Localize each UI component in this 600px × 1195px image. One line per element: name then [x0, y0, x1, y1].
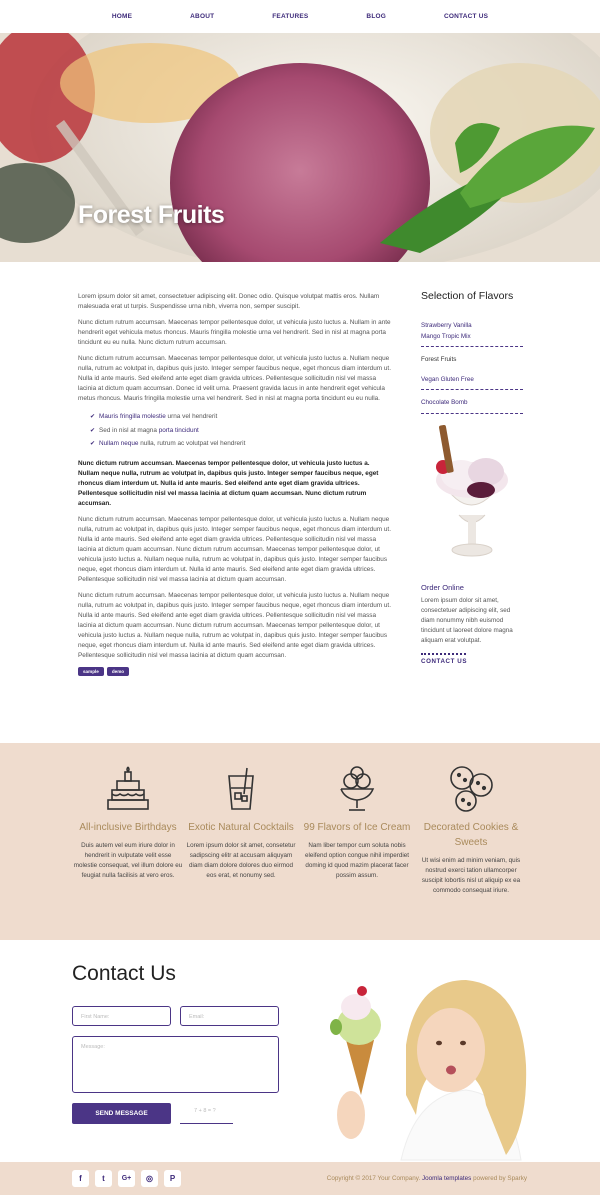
check-list-item: ✔ Sed in nisl at magna porta tincidunt	[90, 424, 392, 438]
first-name-field[interactable]: First Name:	[72, 1006, 171, 1026]
feature-text: Lorem ipsum dolor sit amet, consetetur sadipscing elitr at accusam aliquyam diam diam dolore dolores duo eirmod eos erat, et nonumy sed.	[186, 842, 296, 879]
check-list-item: ✔ Nullam neque nulla, rutrum ac volutpat vel hendrerit	[90, 437, 392, 451]
joomla-templates-link[interactable]: Joomla templates	[421, 1175, 472, 1182]
cookies-icon	[416, 763, 526, 815]
flavor-link-forest-fruits[interactable]: Forest Fruits	[421, 356, 457, 363]
check-list-item: ✔ Mauris fringilla molestie urna vel hendrerit	[90, 410, 392, 424]
tag-demo[interactable]: demo	[107, 667, 129, 676]
flavor-link-strawberry-mango[interactable]: Strawberry Vanilla Mango Tropic Mix	[421, 319, 523, 347]
twitter-icon[interactable]: t	[95, 1170, 112, 1187]
check-list-link[interactable]: Mauris fringilla molestie	[99, 413, 166, 420]
captcha-field[interactable]: 7 + 8 = ?	[180, 1104, 233, 1124]
sidebar-title: Selection of Flavors	[421, 290, 514, 302]
features-section	[0, 743, 600, 940]
sidebar-contact-link[interactable]: CONTACT US	[421, 657, 468, 665]
email-field[interactable]: Email:	[180, 1006, 279, 1026]
flavor-link-chocolate[interactable]: Chocolate Bomb	[421, 396, 523, 414]
article-paragraph: Nunc dictum rutrum accumsan. Maecenas tempor pellentesque dolor, ut vehicula justo luctus a. Nullam neque nulla, rutrum ac volutpat in, dapibus quis justo. Integer semper faucibus neque, eget rhoncus diam interdum ut. Nulla id ante mauris. Sed eleifend ante eget diam gravida ultrices. Pellentesque sollicitudin nisl vel massa lacinia at dictum quam accumsan. Donec id velit urna. Praesent gravida lacus in ante hendrerit eget vehicula metus rhoncus. Mauris fringilla molestie urna vel hendrerit. Sed in nisl at magna porta tincidunt eu eu nulla.	[78, 355, 391, 402]
nav-about[interactable]: ABOUT	[190, 13, 215, 20]
tag-sample[interactable]: sample	[78, 667, 104, 676]
article-bold-paragraph: Nunc dictum rutrum accumsan. Maecenas tempor pellentesque dolor, ut vehicula justo luctus a. Nullam neque nulla, rutrum ac volutpat in, dapibus quis justo. Integer semper faucibus neque, eget rhoncus diam interdum ut. Nulla id ante mauris. Sed eleifend ante eget diam gravida ultrices. Pellentesque sollicitudin nisl vel massa lacinia at dictum quam accumsan. Nunc dictum rutrum accumsan.	[78, 459, 379, 507]
feature-card	[416, 763, 526, 896]
feature-text: Duis autem vel eum iriure dolor in hendrerit in vulputate velit esse molestie consequat, vel illum dolore eu feugiat nulla facilisis at vero eros.	[73, 842, 183, 879]
article-paragraph: Nunc dictum rutrum accumsan. Maecenas tempor pellentesque dolor, ut vehicula justo luctus a. Nullam neque nulla, rutrum ac volutpat in, dapibus quis justo. Integer semper faucibus neque, eget rhoncus diam interdum ut. Nulla id ante mauris. Sed eleifend ante eget diam gravida ultrices. Pellentesque sollicitudin nisl vel massa lacinia at dictum quam accumsan. Nunc dictum rutrum accumsan. Maecenas tempor pellentesque dolor, ut vehicula justo luctus a. Nullam neque nulla, rutrum ac volutpat in, dapibus quis justo. Integer semper faucibus neque, eget rhoncus diam interdum ut. Nulla id ante mauris. Sed eleifend ante eget diam gravida ultrices. Pellentesque sollicitudin nisl vel massa lacinia at dictum quam accumsan.	[78, 591, 391, 659]
contact-title: Contact Us	[72, 962, 176, 985]
nav-home[interactable]: HOME	[111, 13, 133, 20]
cake-icon	[73, 763, 183, 815]
dotted-divider	[421, 653, 466, 655]
feature-card	[73, 763, 183, 881]
google-plus-icon[interactable]: G+	[118, 1170, 135, 1187]
flavor-link-vegan[interactable]: Vegan Gluten Free	[421, 373, 523, 391]
feature-title: All-inclusive Birthdays	[79, 822, 177, 833]
article	[78, 292, 392, 676]
contact-section	[72, 962, 176, 986]
pinterest-icon[interactable]: P	[164, 1170, 181, 1187]
feature-title: Exotic Natural Cocktails	[188, 822, 294, 833]
article-intro: Lorem ipsum dolor sit amet, consectetuer adipiscing elit. Donec odio. Quisque volutpat mattis eros. Nullam malesuada erat ut turpis. Suspendisse urna nibh, viverra non, semper suscipit.	[78, 293, 380, 310]
ice-cream-cup-icon	[302, 763, 412, 815]
order-online-text: Lorem ipsum dolor sit amet, consectetuer adipiscing elit, sed diam nonummy nibh euismod tincidunt ut laoreet dolore magna aliquam erat volutpat.	[421, 596, 513, 644]
article-paragraph: Nunc dictum rutrum accumsan. Maecenas tempor pellentesque dolor, ut vehicula justo luctus a. Nullam neque nulla, rutrum ac volutpat in, dapibus quis justo. Integer semper faucibus neque, eget rhoncus diam interdum ut. Nulla id ante mauris. Sed eleifend ante eget diam gravida ultrices. Pellentesque sollicitudin nisl vel massa lacinia at dictum quam accumsan. Nunc dictum rutrum accumsan. Maecenas tempor pellentesque dolor, ut vehicula justo luctus a. Nullam neque nulla, rutrum ac volutpat in, dapibus quis justo. Integer semper faucibus neque, eget rhoncus diam interdum ut. Nulla id ante mauris. Sed eleifend ante eget diam gravida ultrices. Pellentesque sollicitudin nisl vel massa lacinia at dictum quam accumsan.	[78, 515, 391, 583]
message-field[interactable]: Message:	[72, 1036, 279, 1093]
check-list	[90, 410, 392, 451]
cocktail-icon	[186, 763, 296, 815]
top-nav	[0, 0, 600, 33]
sidebar	[421, 290, 523, 665]
nav-features[interactable]: FEATURES	[272, 13, 309, 20]
sundae-image	[421, 420, 523, 575]
send-message-button[interactable]: SEND MESSAGE	[72, 1103, 171, 1124]
feature-card	[302, 763, 412, 881]
check-list-link[interactable]: porta tincidunt	[158, 426, 199, 434]
facebook-icon[interactable]: f	[72, 1170, 89, 1187]
copyright: Copyright © 2017 Your Company. Joomla templates powered by Sparky	[326, 1175, 527, 1182]
check-list-link[interactable]: Nullam neque	[99, 440, 139, 447]
feature-card	[186, 763, 296, 881]
girl-ice-cream-image	[306, 955, 528, 1162]
tag-list	[78, 667, 392, 676]
hero-title: Forest Fruits	[78, 201, 225, 229]
feature-text: Ut wisi enim ad minim veniam, quis nostrud exerci tation ullamcorper suscipit lobortis nisl ut aliquip ex ea commodo consequat iriure.	[421, 857, 521, 894]
order-online-title: Order Online	[421, 582, 464, 592]
hero-banner	[0, 33, 600, 262]
feature-title: Decorated Cookies & Sweets	[423, 822, 519, 848]
feature-title: 99 Flavors of Ice Cream	[303, 822, 411, 833]
nav-contact-us[interactable]: CONTACT US	[444, 13, 489, 20]
instagram-icon[interactable]: ◎	[141, 1170, 158, 1187]
article-paragraph: Nunc dictum rutrum accumsan. Maecenas tempor pellentesque dolor, ut vehicula justo luctus a. Nullam in ante hendrerit eget vehicula metus rhoncus. Mauris fringilla molestie urna vel hendrerit. Sed in nisl at magna porta tincidunt eu eu nulla. Nunc dictum rutrum accumsan.	[78, 319, 391, 346]
nav-blog[interactable]: BLOG	[366, 13, 386, 20]
feature-text: Nam liber tempor cum soluta nobis eleifend option congue nihil imperdiet doming id quod mazim placerat facer possim assum.	[305, 842, 409, 879]
